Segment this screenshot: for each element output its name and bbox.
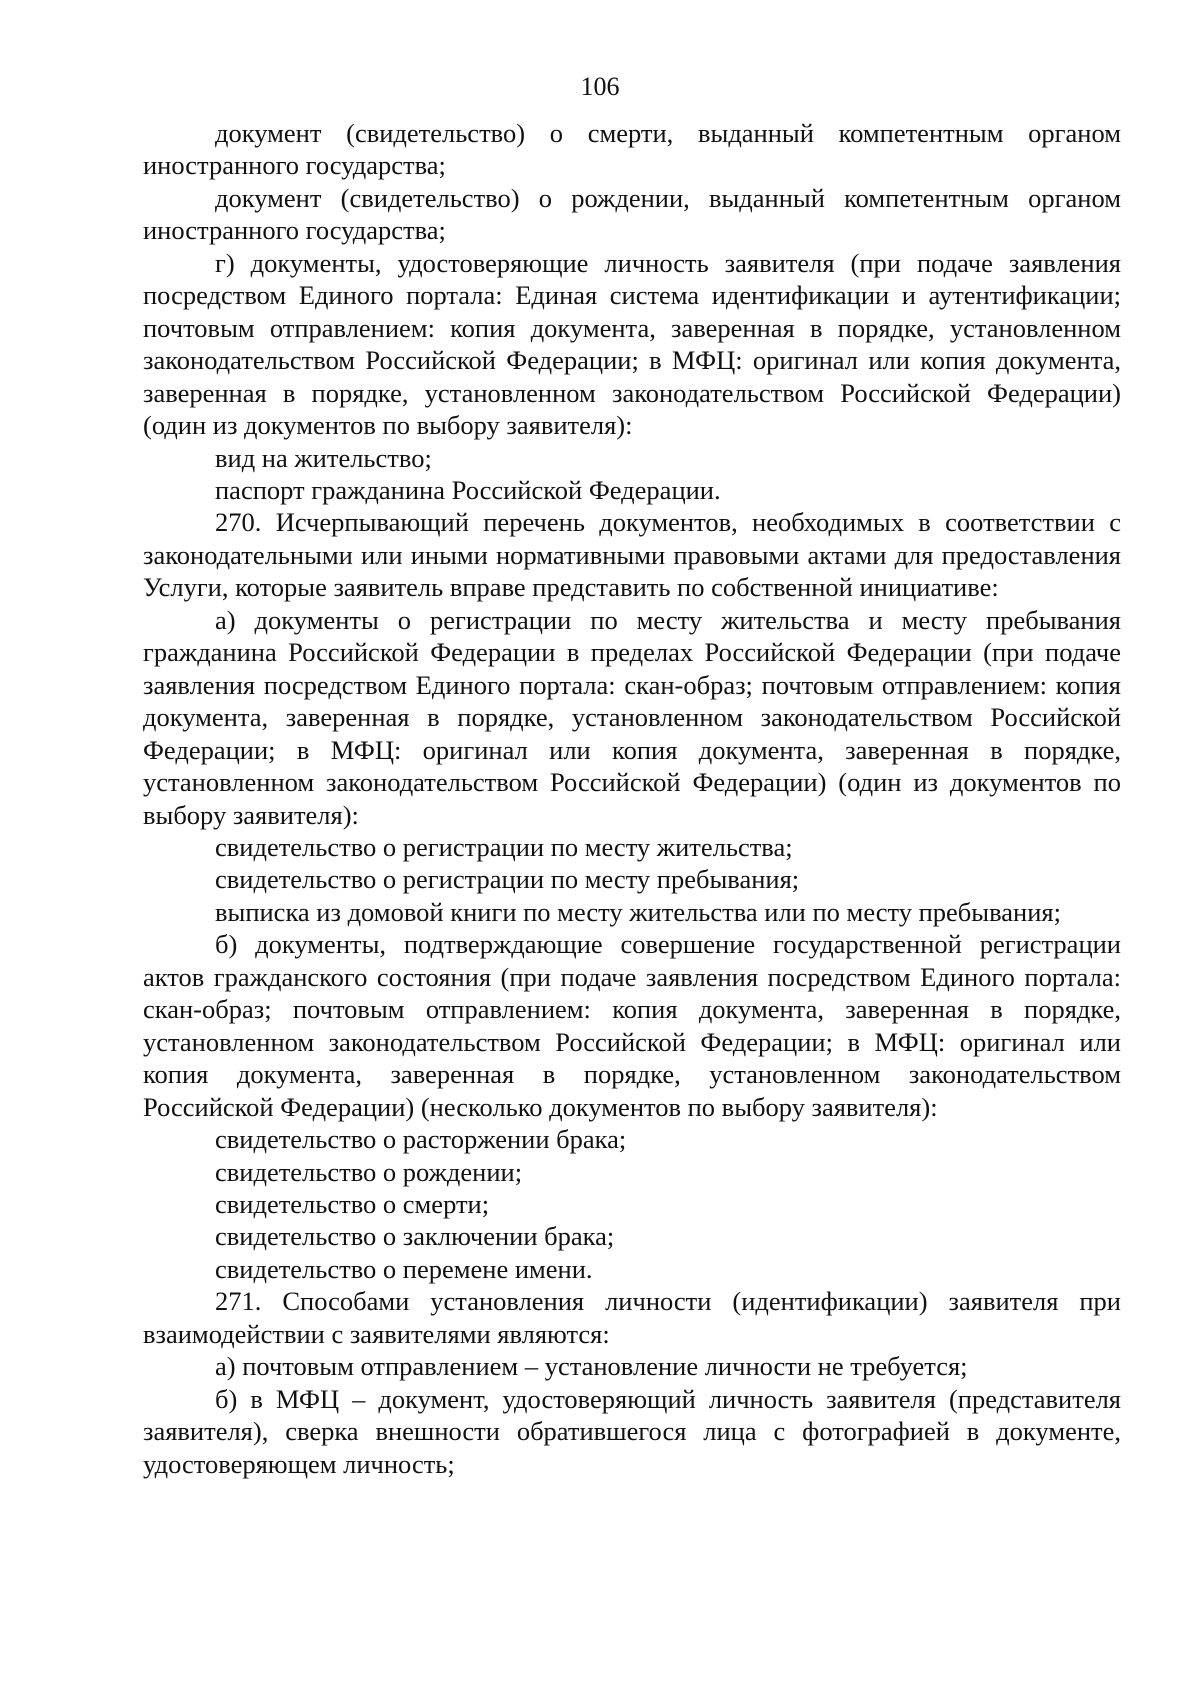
paragraph: г) документы, удостоверяющие личность заявителя (при подаче заявления посредством Единого портала: Единая система идентификации и аутентификации; почтовым отправлением: копия документа, заверенная в порядке, установленном законодательством Российской Федерации; в МФЦ: оригинал или копия документа, заверенная в порядке, установленном законодательством Российской Федерации) (один из документов по выбору заявителя): bbox=[143, 247, 1121, 441]
paragraph: свидетельство о регистрации по месту жительства; bbox=[215, 831, 793, 862]
page-body bbox=[143, 117, 1121, 1480]
paragraph: б) документы, подтверждающие совершение государственной регистрации актов гражданского состояния (при подаче заявления посредством Единого портала: скан-образ; почтовым отправлением: копия документа, заверенная в порядке, установленном законодательством Российской Федерации; в МФЦ: оригинал или копия документа, заверенная в порядке, установленном законодательством Российской Федерации) (несколько документов по выбору заявителя): bbox=[143, 929, 1121, 1122]
paragraph: выписка из домовой книги по месту жительства или по месту пребывания; bbox=[215, 896, 1061, 927]
paragraph: свидетельство о расторжении брака; bbox=[215, 1124, 627, 1155]
paragraph: свидетельство о рождении; bbox=[215, 1156, 523, 1187]
paragraph: вид на жительство; bbox=[215, 442, 432, 473]
paragraph: а) почтовым отправлением – установление личности не требуется; bbox=[215, 1351, 968, 1382]
paragraph: документ (свидетельство) о рождении, выданный компетентным органом иностранного государства; bbox=[143, 182, 1121, 246]
paragraph: свидетельство о заключении брака; bbox=[215, 1221, 615, 1252]
paragraph: паспорт гражданина Российской Федерации. bbox=[215, 474, 721, 505]
paragraph: свидетельство о перемене имени. bbox=[215, 1253, 593, 1284]
paragraph: а) документы о регистрации по месту жительства и месту пребывания гражданина Российской Федерации в пределах Российской Федерации (при подаче заявления посредством Единого портала: скан-образ; почтовым отправлением: копия документа, заверенная в порядке, установленном законодательством Российской Федерации; в МФЦ: оригинал или копия документа, заверенная в порядке, установленном законодательством Российской Федерации) (один из документов по выбору заявителя): bbox=[143, 604, 1121, 830]
paragraph: б) в МФЦ – документ, удостоверяющий личность заявителя (представителя заявителя), сверка внешности обратившегося лица с фотографией в документе, удостоверяющем личность; bbox=[143, 1383, 1121, 1479]
paragraph: документ (свидетельство) о смерти, выданный компетентным органом иностранного государства; bbox=[143, 118, 1121, 181]
paragraph: свидетельство о регистрации по месту пребывания; bbox=[215, 864, 800, 895]
paragraph: свидетельство о смерти; bbox=[215, 1188, 490, 1219]
paragraph: 270. Исчерпывающий перечень документов, необходимых в соответствии с законодательными или иными нормативными правовыми актами для предоставления Услуги, которые заявитель вправе представить по собственной инициативе: bbox=[143, 507, 1121, 603]
paragraph: 271. Способами установления личности (идентификации) заявителя при взаимодействии с заявителями являются: bbox=[143, 1286, 1121, 1349]
page-number: 106 bbox=[580, 72, 620, 101]
